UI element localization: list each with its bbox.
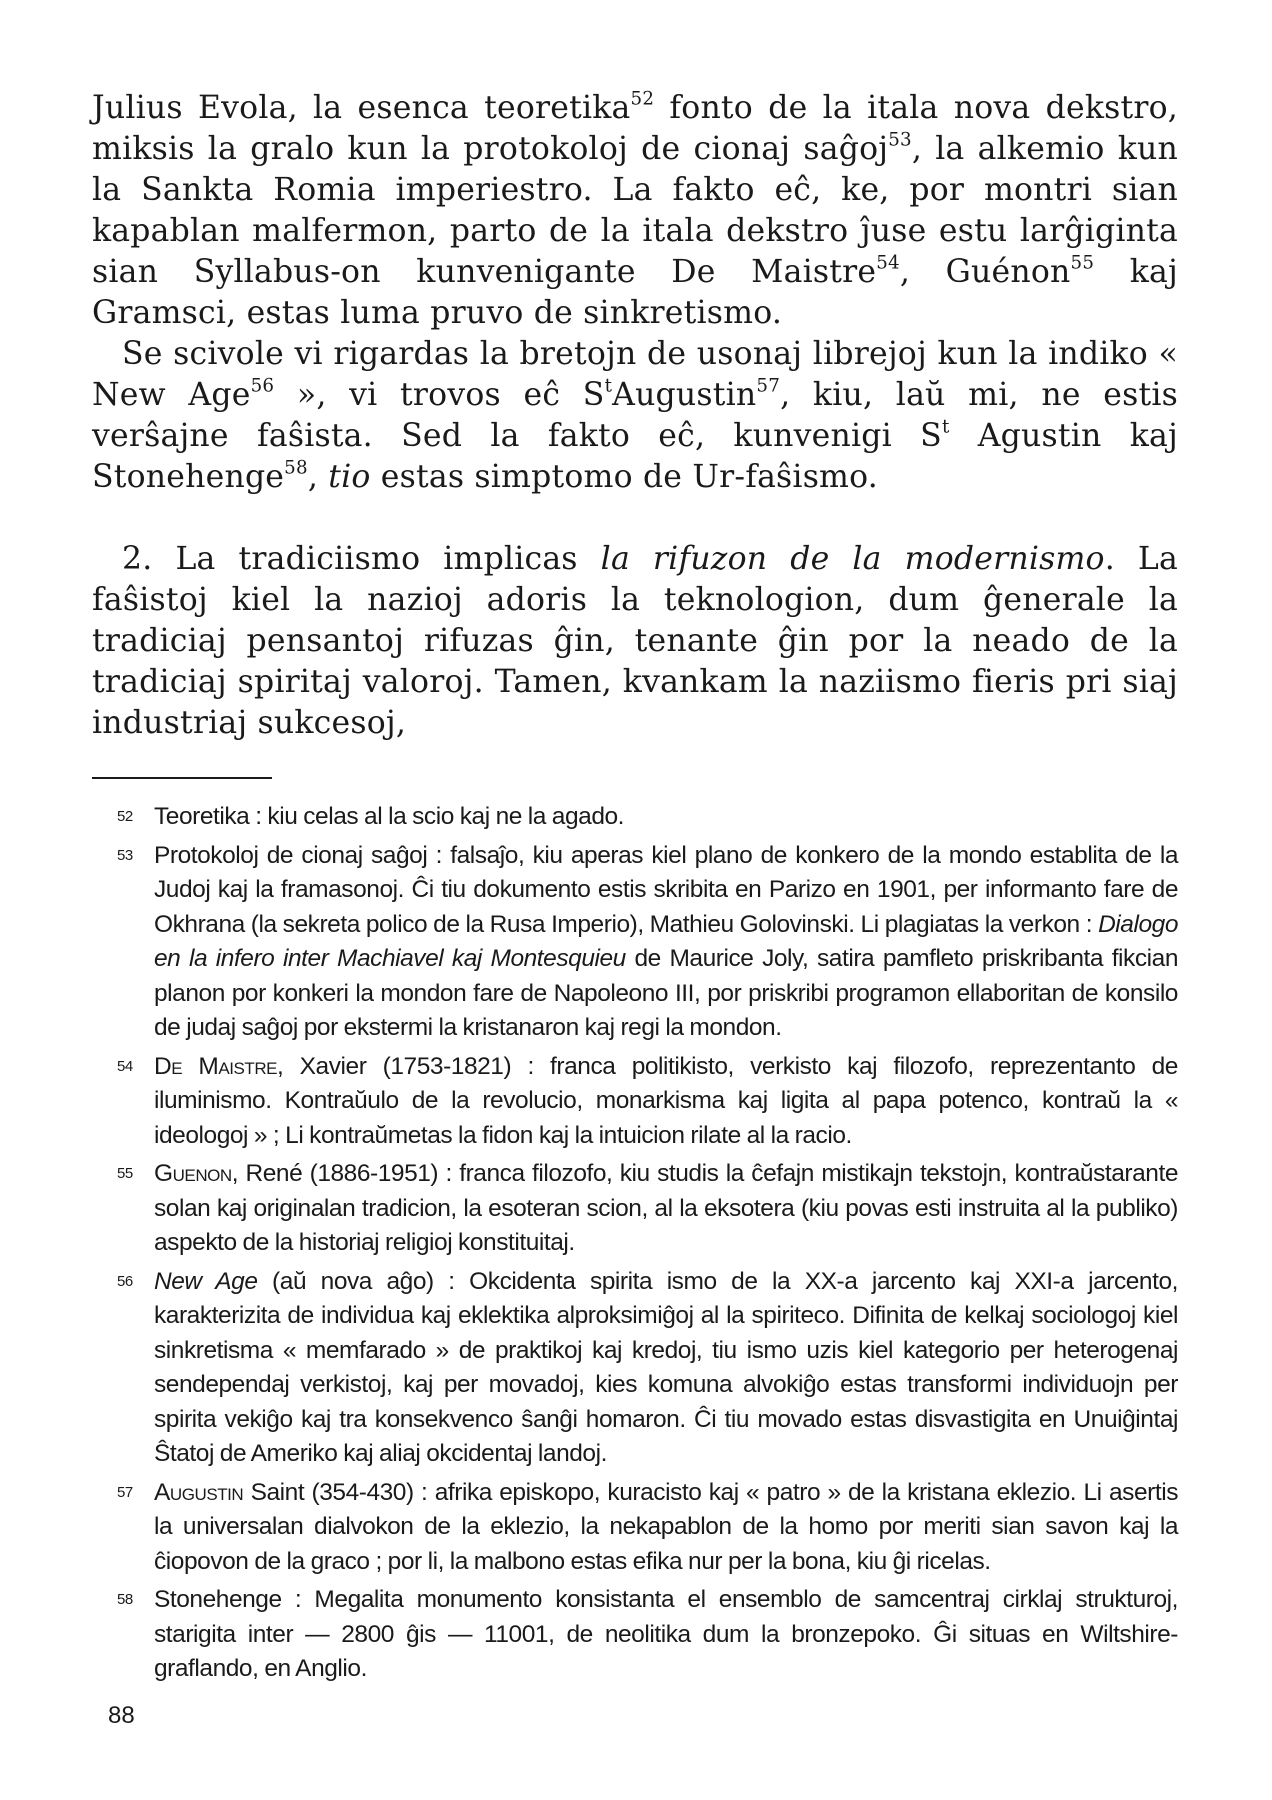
footnote-number: 53 <box>117 846 133 864</box>
footnote-ref-54[interactable]: 54 <box>876 252 900 274</box>
paragraph-3: 2. La tradiciismo implicas la rifuzon de la modernismo. La faŝistoj kiel la nazioj adoris la teknologion, dum ĝenerale la tradiciaj pensantoj rifuzas ĝin, tenante ĝin por la neado de la tradiciaj spiritaj valoroj. Tamen, kvankam la naziismo fieris pri siaj industriaj sukcesoj, <box>92 541 1179 741</box>
page-content <box>92 88 1178 1691</box>
footnote-number: 55 <box>117 1165 133 1182</box>
footnote-ref-53[interactable]: 53 <box>888 129 912 151</box>
author-name: Augustin <box>154 1478 244 1506</box>
emphasis: Dialogo en la infero inter Machiavel kaj Montesquieu <box>154 910 1178 972</box>
footnote-number: 57 <box>117 1483 133 1501</box>
footnote-text: Augustin Saint (354-430) : afrika episkopo, kuracisto kaj « patro » de la kristana eklezio. Li asertis la universalan dialvokon de la eklezio, la nekapablon de la homo por meriti sian savon kaj la ĉiopovon de la graco ; por li, la malbono estas efika nur per la bona, kiu ĝi ricelas. <box>154 1478 1178 1575</box>
footnote-text: De Maistre, Xavier (1753-1821) : franca politikisto, verkisto kaj filozofo, reprezentanto de iluminismo. Kontraŭulo de la revolucio, monarkisma kaj ligita al papa potenco, kontraŭ la « ideologoj » ; Li kontraŭmetas la fidon kaj la intuicion rilate al la racio. <box>154 1052 1178 1149</box>
body-text <box>92 88 1178 744</box>
footnote-text: New Age (aŭ nova aĝo) : Okcidenta spirita ismo de la XX-a jarcento kaj XXI-a jarcento, karakterizita de individua kaj eklektika alproksimiĝoj al la spiriteco. Difinita de kelkaj sociologoj kiel sinkretisma « memfarado » de praktikoj kaj kredoj, tiu ismo uzis kiel kategorio per heterogenaj sendependaj verkistoj, kaj per movadoj, kies komuna alvokiĝo estas transformi individuojn per spirita vekiĝo kaj tra konsekvenco ŝanĝi homaron. Ĉi tiu movado estas disvastigita en Unuiĝintaj Ŝtatoj de Ameriko kaj aliaj okcidentaj landoj. <box>154 1267 1178 1467</box>
saint-superscript: t <box>604 375 613 397</box>
paragraph-2: Se scivole vi rigardas la bretojn de usonaj librejoj kun la indiko « New Age$^{56}$ », vi trovos eĉ $S^tAugustin^{57}$, kiu, laŭ mi, ne estis verŝajne faŝista. Sed la fakto eĉ, kunvenigi $S^t$ Agustin kaj Stonehenge$^{58}$, tio estas simptomo de Ur-faŝismo. <box>92 336 1179 495</box>
footnote-56 <box>92 1265 1178 1472</box>
footnote-ref-55[interactable]: 55 <box>1070 252 1095 274</box>
footnote-text: Teoretika : kiu celas al la scio kaj ne la agado. <box>154 803 625 830</box>
footnote-number: 56 <box>117 1272 133 1290</box>
page-number: 88 <box>108 1702 135 1729</box>
saint-superscript: t <box>941 416 950 438</box>
footnote-number: 52 <box>117 808 133 825</box>
paragraph-1: Julius Evola, la esenca teoretika$^{52}$ fonto de la itala nova dekstro, miksis la gralo kun la protokoloj de cionaj saĝoj$^{53}$, la alkemio kun la Sankta Romia imperiestro. La fakto eĉ, ke, por montri sian kapablan malfermon, parto de la itala dekstro ĵuse estu larĝiginta sian Syllabus-on kunvenigante De Maistre$^{54}$, Guénon$^{55}$ kaj Gramsci, estas luma pruvo de sinkretismo. <box>92 88 1178 331</box>
footnote-ref-52[interactable]: 52 <box>630 88 655 110</box>
footnote-ref-56[interactable]: 56 <box>250 375 275 397</box>
footnote-separator <box>92 777 272 779</box>
footnote-57 <box>92 1476 1178 1580</box>
emphasis: New Age <box>154 1267 258 1295</box>
footnote-ref-57[interactable]: 57 <box>756 375 781 397</box>
footnote-53 <box>92 839 1178 1046</box>
footnote-text: Stonehenge : Megalita monumento konsistanta el ensemblo de samcentraj cirklaj strukturoj, starigita inter — 2800 ĝis — 11001, de neolitika dum la bronzepoko. Ĝi situas en Wiltshire-graflando, en Anglio. <box>154 1586 1178 1682</box>
footnote-55 <box>92 1157 1178 1261</box>
author-name: De Maistre <box>154 1052 278 1080</box>
footnote-text: Protokoloj de cionaj saĝoj : falsaĵo, kiu aperas kiel plano de konkero de la mondo establita de la Judoj kaj la framasonoj. Ĉi tiu dokumento estis skribita en Parizo en 1901, per informanto fare de Okhrana (la sekreta polico de la Rusa Imperio), Mathieu Golovinski. Li plagiatas la verkon : Dialogo en la infero inter Machiavel kaj Montesquieu de Maurice Joly, satira pamfleto priskribanta fikcian planon por konkeri la mondon fare de Napoleono III, por priskribi programon ellaboritan de konsilo de judaj saĝoj por ekstermi la kristanaron kaj regi la mondon. <box>154 841 1178 1041</box>
emphasis: tio <box>328 459 371 495</box>
footnote-58 <box>92 1583 1178 1687</box>
author-name: Guenon <box>154 1160 232 1187</box>
footnote-number: 58 <box>117 1591 133 1608</box>
footnote-number: 54 <box>117 1057 133 1075</box>
footnote-52 <box>92 800 1178 835</box>
footnote-54 <box>92 1050 1178 1154</box>
footnote-text: Guenon, René (1886-1951) : franca filozofo, kiu studis la ĉefajn mistikajn tekstojn, kontraŭstarante solan kaj originalan tradicion, la esoteran scion, al la eksotera (kiu povas esti instruita al la publiko) aspekto de la historiaj religioj konstituitaj. <box>154 1160 1178 1256</box>
footnotes <box>92 800 1178 1687</box>
emphasis: la rifuzon de la modernismo <box>600 541 1105 577</box>
footnote-ref-58[interactable]: 58 <box>284 457 308 479</box>
